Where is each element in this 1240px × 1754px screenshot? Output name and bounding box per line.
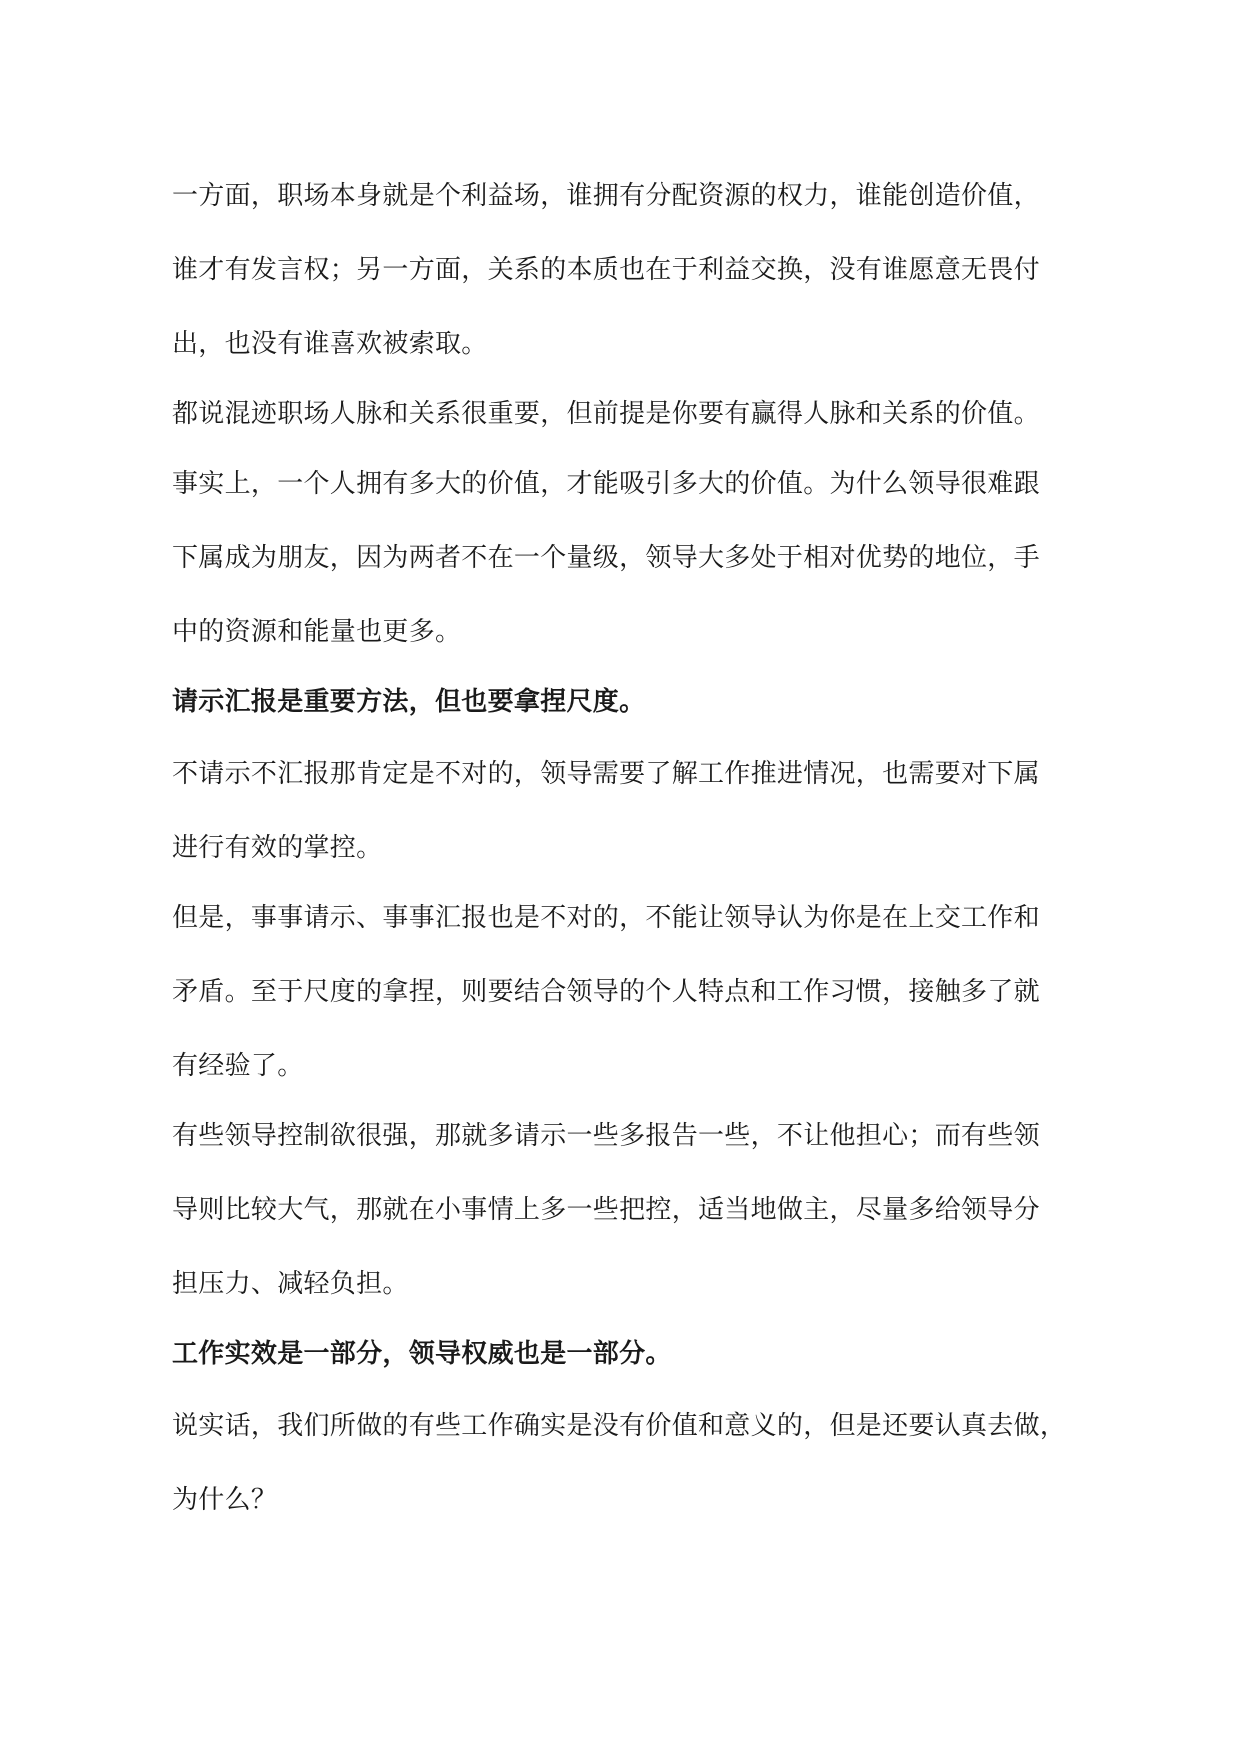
paragraph-line: 都说混迹职场人脉和关系很重要，但前提是你要有赢得人脉和关系的价值。 bbox=[172, 399, 1040, 429]
paragraph-line: 下属成为朋友，因为两者不在一个量级，领导大多处于相对优势的地位，手 bbox=[172, 543, 1040, 573]
paragraph-line: 进行有效的掌控。 bbox=[172, 833, 383, 863]
paragraph-line: 有经验了。 bbox=[172, 1051, 304, 1081]
paragraph-line: 担压力、减轻负担。 bbox=[172, 1269, 409, 1299]
paragraph-line: 矛盾。至于尺度的拿捏，则要结合领导的个人特点和工作习惯，接触多了就 bbox=[172, 977, 1040, 1007]
paragraph-line: 但是，事事请示、事事汇报也是不对的，不能让领导认为你是在上交工作和 bbox=[172, 903, 1040, 933]
section-heading: 工作实效是一部分，领导权威也是一部分。 bbox=[172, 1339, 672, 1369]
paragraph-line: 事实上，一个人拥有多大的价值，才能吸引多大的价值。为什么领导很难跟 bbox=[172, 469, 1040, 499]
paragraph-line: 谁才有发言权；另一方面，关系的本质也在于利益交换，没有谁愿意无畏付 bbox=[172, 255, 1040, 285]
paragraph-line: 有些领导控制欲很强，那就多请示一些多报告一些，不让他担心；而有些领 bbox=[172, 1121, 1040, 1151]
paragraph-line: 说实话，我们所做的有些工作确实是没有价值和意义的，但是还要认真去做， bbox=[172, 1411, 1067, 1441]
section-heading: 请示汇报是重要方法，但也要拿捏尺度。 bbox=[172, 687, 646, 717]
paragraph-line: 中的资源和能量也更多。 bbox=[172, 617, 462, 647]
paragraph-line: 不请示不汇报那肯定是不对的，领导需要了解工作推进情况，也需要对下属 bbox=[172, 759, 1040, 789]
paragraph-line: 一方面，职场本身就是个利益场，谁拥有分配资源的权力，谁能创造价值， bbox=[172, 181, 1040, 211]
paragraph-line: 出，也没有谁喜欢被索取。 bbox=[172, 329, 488, 359]
paragraph-line: 为什么？ bbox=[172, 1485, 278, 1515]
paragraph-line: 导则比较大气，那就在小事情上多一些把控，适当地做主，尽量多给领导分 bbox=[172, 1195, 1040, 1225]
